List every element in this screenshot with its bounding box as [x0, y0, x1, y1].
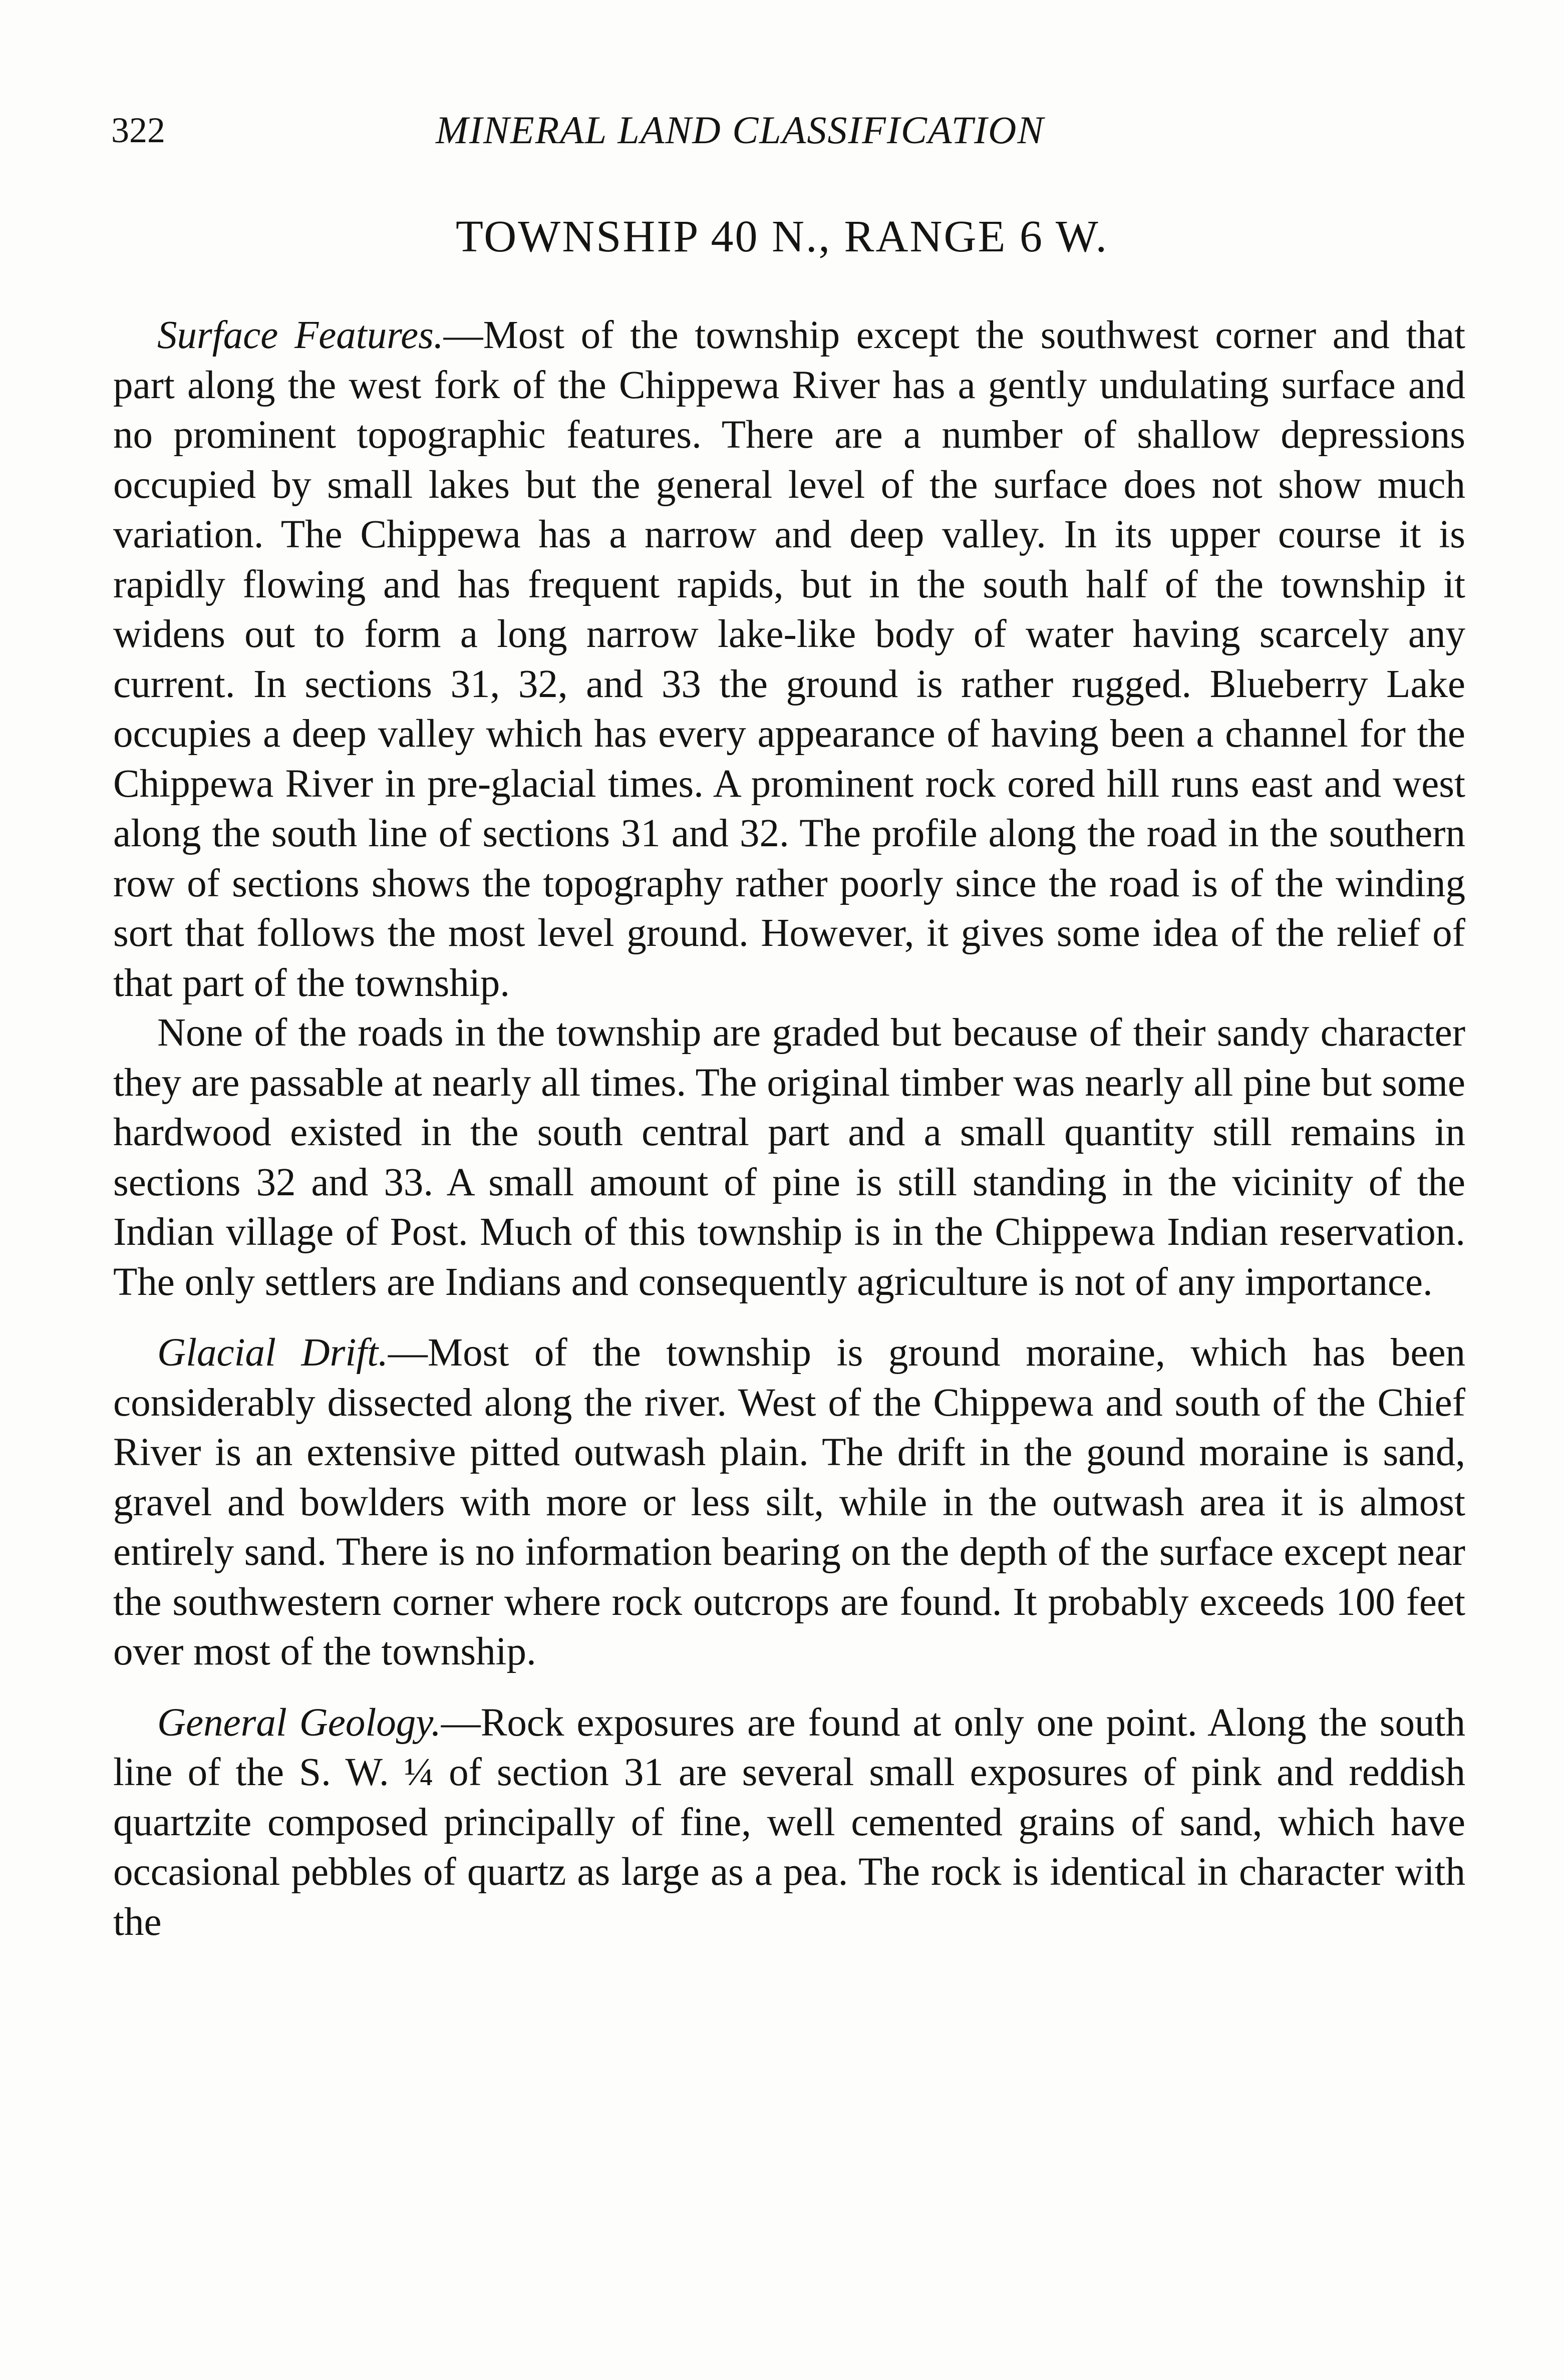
section-title: TOWNSHIP 40 N., RANGE 6 W. [455, 212, 1109, 261]
paragraph-lead: Surface Features. [157, 313, 444, 357]
paragraph-text: —Rock exposures are found at only one point. Along the south line of the S. W. ¼ of section 31 are several small exposures of pink and reddish quartzite composed principally of fine, well cemented grains of sand, which have occasional pebbles of quartz as large as a pea. The rock is identical in character with the [113, 1701, 1465, 1944]
paragraph-text: —Most of the township is ground moraine, which has been considerably dissected along the river. West of the Chippewa and south of the Chief River is an extensive pitted outwash plain. The drift in the gound moraine is sand, gravel and bowlders with more or less silt, while in the outwash area it is almost entirely sand. There is no information bearing on the depth of the surface except near the southwestern corner where rock outcrops are found. It probably exceeds 100 feet over most of the township. [113, 1331, 1466, 1673]
paragraph-surface-features [113, 310, 1465, 1008]
paragraph-roads [113, 1008, 1465, 1307]
paragraph-text: —Most of the township except the southwest corner and that part along the west fork of the Chippewa River has a gently undulating surface and no prominent topographic features. There are a number of shallow depressions occupied by small lakes but the general level of the surface does not show much variation. The Chippewa has a narrow and deep valley. In its upper course it is rapidly flowing and has frequent rapids, but in the south half of the township it widens out to form a long narrow lake-like body of water having scarcely any current. In sections 31, 32, and 33 the ground is rather rugged. Blueberry Lake occupies a deep valley which has every appearance of having been a channel for the Chippewa River in pre-glacial times. A prominent rock cored hill runs east and west along the south line of sections 31 and 32. The profile along the road in the southern row of sections shows the topography rather poorly since the road is of the winding sort that follows the most level ground. However, it gives some idea of the relief of that part of the township. [113, 313, 1465, 1005]
paragraph-glacial-drift [113, 1328, 1465, 1677]
paragraph-lead: General Geology. [157, 1701, 441, 1745]
paragraph-text: None of the roads in the township are graded but because of their sandy character they are passable at nearly all times. The original timber was nearly all pine but some hardwood existed in the south central part and a small quantity still remains in sections 32 and 33. A small amount of pine is still standing in the vicinity of the Indian village of Post. Much of this township is in the Chippewa Indian reservation. The only settlers are Indians and consequently agriculture is not of any importance. [113, 1011, 1465, 1304]
paragraph-lead: Glacial Drift. [157, 1331, 388, 1375]
paragraph-general-geology [113, 1698, 1465, 1947]
page-header [111, 108, 1463, 168]
running-title: MINERAL LAND CLASSIFICATION [436, 108, 1045, 152]
body-text [113, 310, 1465, 1947]
page-number: 322 [111, 110, 165, 150]
